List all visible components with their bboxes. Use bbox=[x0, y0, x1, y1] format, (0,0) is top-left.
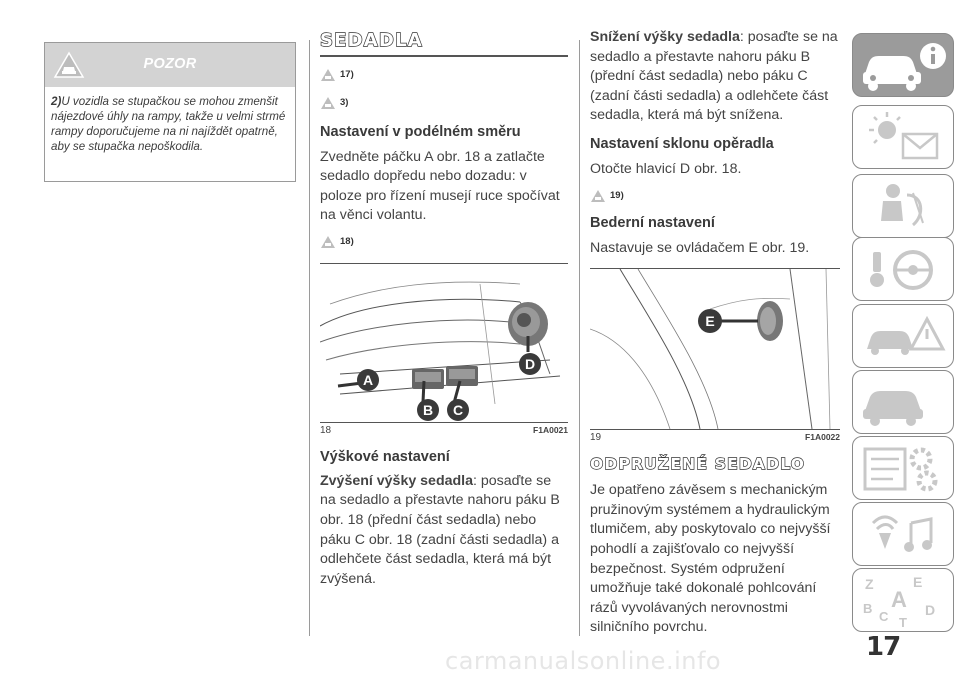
section-title-suspension-seat: ODPRUŽENÉ SEDADLO bbox=[590, 455, 806, 474]
car-info-icon bbox=[853, 34, 953, 96]
warning-triangle-icon bbox=[590, 189, 606, 203]
column-divider bbox=[579, 40, 580, 636]
page-number: 17 bbox=[866, 632, 901, 662]
index-letter: E bbox=[913, 574, 923, 590]
note-ref: 18) bbox=[320, 232, 568, 252]
tab-safety[interactable] bbox=[852, 174, 954, 238]
column-seats bbox=[320, 30, 568, 589]
figure-18 bbox=[320, 263, 568, 423]
callout-label-c: C bbox=[452, 401, 464, 418]
heading-backrest: Nastavení sklonu opěradla bbox=[590, 135, 774, 152]
watermark: carmanualsonline.info bbox=[445, 647, 722, 675]
multimedia-icon bbox=[853, 503, 953, 565]
tab-technical-data[interactable] bbox=[852, 436, 954, 500]
index-letter: Z bbox=[865, 576, 874, 592]
callout-label-d: D bbox=[524, 355, 536, 372]
warning-triangle-icon bbox=[320, 68, 336, 82]
paragraph-suspension: Je opatřeno závěsem s mechanickým pružinovým systémem a hydraulickým tlumičem, aby poskytovalo co nejvyšší pohodlí a zajišťovalo co nejvyšší bezpečnost. Systém odpružení umožňuje také dokonalé pohlcování rázů vyvolávaných nerovnostmi silničního povrchu. bbox=[590, 482, 831, 636]
lumbar-knob-illustration bbox=[590, 269, 840, 429]
warning-breakdown-icon bbox=[853, 305, 953, 367]
note-number: 2) bbox=[51, 95, 62, 108]
tab-dashboard-lights[interactable] bbox=[852, 105, 954, 169]
alphabetical-index-icon bbox=[853, 569, 953, 631]
airbag-safety-icon bbox=[853, 175, 953, 237]
warning-box-text bbox=[45, 87, 295, 161]
warning-box-header bbox=[45, 43, 295, 87]
tab-index[interactable] bbox=[852, 568, 954, 632]
paragraph-longitudinal: Zvedněte páčku A obr. 18 a zatlačte sedadlo dopředu nebo dozadu: v poloze pro řízení musejí ruce spočívat na věnci volantu. bbox=[320, 148, 560, 224]
index-letter: B bbox=[863, 601, 873, 616]
dashboard-lights-icon bbox=[853, 106, 953, 168]
warning-text: U vozidla se stupačkou se mohou zmenšit nájezdové úhly na rampy, takže u velmi strmé rampy doporučujeme na ni najíždět opatrně, aby se stupačka nepoškodila. bbox=[51, 95, 286, 153]
warning-box-title: POZOR bbox=[143, 56, 197, 72]
tab-car-info[interactable] bbox=[852, 33, 954, 97]
note-ref: 3) bbox=[320, 93, 568, 113]
callout-label-b: B bbox=[422, 401, 434, 418]
figure-19 bbox=[590, 268, 840, 430]
index-letter: D bbox=[925, 602, 936, 618]
warning-box bbox=[44, 42, 296, 182]
figure-19-caption bbox=[590, 432, 840, 443]
warning-triangle-icon bbox=[320, 235, 336, 249]
key-steering-wheel-icon bbox=[853, 238, 953, 300]
column-divider bbox=[309, 40, 310, 636]
figure-number: 19 bbox=[590, 432, 602, 444]
note-ref: 17) bbox=[320, 65, 568, 85]
index-letter: T bbox=[899, 615, 907, 630]
callout-label-e: E bbox=[705, 313, 715, 330]
paragraph-lower: Snížení výšky sedadla: posaďte se na sedadlo a přestavte nahoru páku B (přední část sedadla) nebo páku C (zadní části sedadla) a odlehčete část sedadla, která má být snížena. bbox=[590, 29, 838, 124]
index-letter: C bbox=[879, 609, 889, 624]
paragraph-raise: Zvýšení výšky sedadla: posaďte se na sedadlo a přestavte nahoru páku B obr. 18 (přední část sedadla) nebo páku C obr. 18 (zadní části sedadla) a odlehčete část sedadla, která má být zvýšená. bbox=[320, 472, 560, 587]
seat-levers-illustration bbox=[320, 264, 568, 422]
figure-18-caption bbox=[320, 425, 568, 436]
warning-triangle-icon bbox=[320, 96, 336, 110]
heading-longitudinal: Nastavení v podélném směru bbox=[320, 123, 521, 140]
figure-code: F1A0022 bbox=[805, 432, 840, 443]
section-title-seats: SEDADLA bbox=[320, 30, 423, 51]
technical-data-gears-icon bbox=[853, 437, 953, 499]
column-seats-continued bbox=[590, 28, 840, 638]
note-ref: 19) bbox=[590, 186, 840, 206]
figure-number: 18 bbox=[320, 424, 332, 436]
callout-label-a: A bbox=[362, 371, 374, 388]
title-rule bbox=[320, 55, 568, 57]
figure-code: F1A0021 bbox=[533, 424, 568, 435]
tab-emergency[interactable] bbox=[852, 304, 954, 368]
tab-starting-driving[interactable] bbox=[852, 237, 954, 301]
maintenance-car-icon bbox=[853, 371, 953, 433]
index-letter: A bbox=[891, 587, 907, 612]
tab-multimedia[interactable] bbox=[852, 502, 954, 566]
tab-maintenance[interactable] bbox=[852, 370, 954, 434]
paragraph-lumbar: Nastavuje se ovládačem E obr. 19. bbox=[590, 239, 810, 256]
paragraph-backrest: Otočte hlavicí D obr. 18. bbox=[590, 160, 742, 177]
heading-lumbar: Bederní nastavení bbox=[590, 214, 715, 231]
heading-height: Výškové nastavení bbox=[320, 448, 450, 465]
